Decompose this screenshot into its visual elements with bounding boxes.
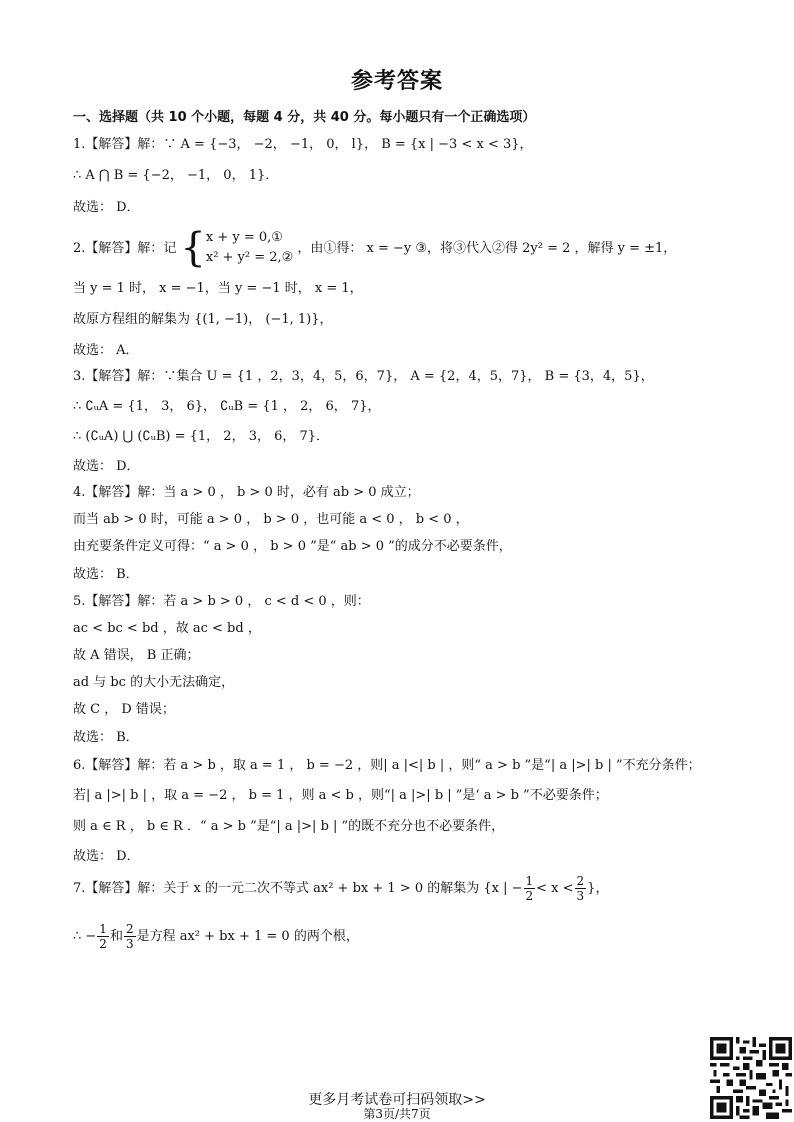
system-eq-2: x² + y² = 2,②	[205, 250, 294, 265]
system-eq-1: x + y = 0,①	[205, 230, 283, 245]
q1-line-2: ∴ A ⋂ B = {−2， −1， 0， 1}．	[73, 168, 279, 183]
fraction-two-thirds	[575, 874, 587, 903]
q2-prefix: 2.【解答】解：记	[73, 240, 177, 256]
q2-line-2: 当 y = 1 时， x = −1，当 y = −1 时， x = 1，	[73, 281, 363, 296]
q4-line-4: 故选： B．	[73, 567, 139, 582]
q5-line-5: 故 C ， D 错误；	[73, 702, 175, 717]
fraction-two-thirds	[124, 922, 136, 951]
q7-line-1	[73, 873, 608, 905]
q7-text-6: 是方程 ax² + bx + 1 = 0 的两个根，	[136, 929, 359, 944]
fraction-denominator: 2	[99, 937, 107, 951]
q5-line-1: 5.【解答】解：若 a > b > 0 ， c < d < 0 ，则：	[73, 594, 370, 609]
fraction-one-half	[97, 922, 109, 951]
fraction-denominator: 3	[576, 889, 585, 903]
q7-line-2	[73, 921, 359, 953]
q6-line-2: 若| a |>| b | ，取 a = −2 ， b = 1 ，则 a < b ，则“| a |>| b | ”是‘ a > b ”不必要条件；	[73, 788, 608, 803]
q7-text-5: 和	[109, 929, 123, 944]
q2-line-1	[73, 225, 677, 271]
page-title: 参考答案	[350, 69, 443, 94]
section-heading: 一、选择题（共 10 个小题，每题 4 分，共 40 分。每小题只有一个正确选项）	[73, 110, 536, 125]
q2-line-3: 故原方程组的解集为 {(1, −1)， (−1, 1)}，	[73, 312, 333, 327]
left-brace: {	[180, 225, 206, 271]
q1-line-1: 1.【解答】解：∵ A = {−3， −2， −1， 0， l}， B = {x | −3 < x < 3}，	[73, 137, 533, 152]
q5-line-3: 故 A 错误， B 正确；	[73, 648, 200, 663]
q3-line-3: ∴ (∁ᵤA) ⋃ (∁ᵤB) = {1， 2， 3， 6， 7}．	[73, 429, 330, 444]
q2-line-4: 故选： A．	[73, 343, 139, 358]
fraction-numerator: 2	[576, 874, 585, 888]
q6-line-3: 则 a ∈ R ， b ∈ R ．“ a > b ”是“| a |>| b | ”的既不充分也不必要条件，	[73, 819, 505, 834]
q1-line-3: 故选： D．	[73, 200, 140, 215]
q7-text-4: ∴ −	[73, 929, 97, 944]
promo-link[interactable]: 更多月考试卷可扫码领取>>	[308, 1092, 486, 1108]
q7-text-2: < x <	[536, 881, 574, 896]
fraction-denominator: 2	[525, 889, 534, 903]
q5-line-4: ad 与 bc 的大小无法确定，	[73, 675, 235, 690]
q4-line-2: 而当 ab > 0 时，可能 a > 0 ， b > 0 ，也可能 a < 0 ， b < 0 ，	[73, 512, 469, 527]
page-number: 第3页/共7页	[363, 1107, 431, 1121]
q3-line-4: 故选： D．	[73, 459, 140, 474]
qr-code-icon[interactable]	[710, 1037, 792, 1119]
fraction-one-half	[524, 874, 536, 903]
q7-text-3: }，	[587, 881, 609, 896]
q5-line-6: 故选： B．	[73, 730, 139, 745]
q2-suffix: ，由①得： x = −y ③，将③代入②得 2y² = 2 ，解得 y = ±1，	[297, 240, 677, 256]
fraction-numerator: 2	[125, 922, 134, 936]
q6-line-1: 6.【解答】解：若 a > b ，取 a = 1 ， b = −2 ，则| a |<| b | ，则“ a > b ”是“| a |>| b | ”不充分条件；	[73, 758, 701, 773]
q6-line-4: 故选： D．	[73, 849, 140, 864]
fraction-numerator: 1	[525, 874, 534, 888]
fraction-numerator: 1	[99, 922, 107, 936]
equation-system	[180, 225, 294, 271]
q3-line-1: 3.【解答】解：∵集合 U = {1 ，2，3，4，5，6，7}， A = {2，4，5，7}， B = {3，4，5}，	[73, 369, 654, 384]
fraction-denominator: 3	[125, 937, 134, 951]
q3-line-2: ∴ ∁ᵤA = {1， 3， 6}， ∁ᵤB = {1 ， 2， 6， 7}，	[73, 399, 381, 414]
q7-text-1: 7.【解答】解：关于 x 的一元二次不等式 ax² + bx + 1 > 0 的解集为 {x | −	[73, 881, 523, 896]
q4-line-1: 4.【解答】解：当 a > 0 ， b > 0 时，必有 ab > 0 成立；	[73, 485, 420, 500]
q4-line-3: 由充要条件定义可得：“ a > 0 ， b > 0 ”是“ ab > 0 ”的成分不必要条件，	[73, 539, 512, 554]
q5-line-2: ac < bc < bd ，故 ac < bd ，	[73, 621, 261, 636]
